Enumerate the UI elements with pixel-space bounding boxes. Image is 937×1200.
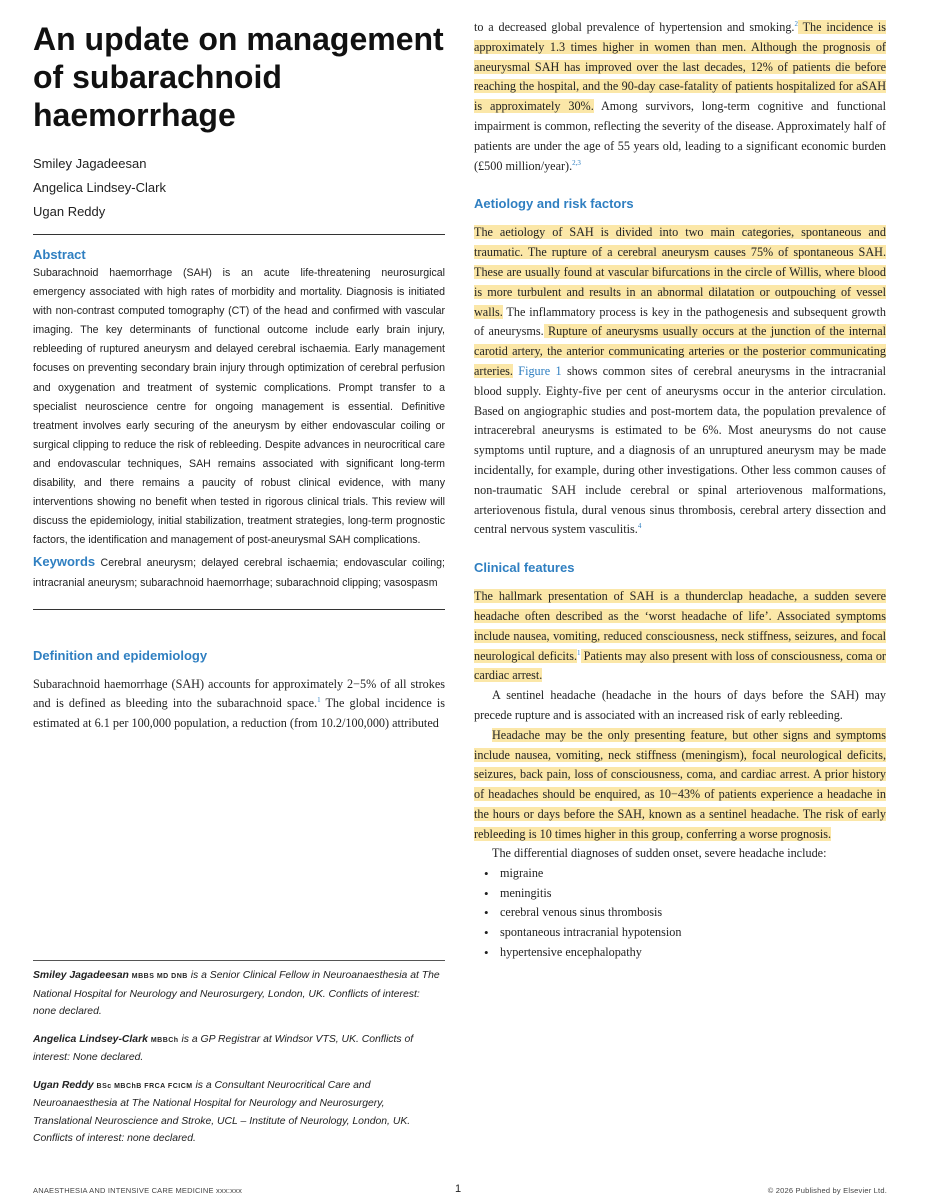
author-notes xyxy=(33,960,445,1158)
text-span: Subarachnoid haemorrhage (SAH) accounts for approximately 2−5% of all strokes and is defined as bleeding into the subarachnoid space. xyxy=(33,676,445,711)
author-name: Ugan Reddy xyxy=(33,204,106,219)
author-credentials: BSc MBChB FRCA FCICM xyxy=(96,1082,193,1090)
highlighted-text: The hallmark presentation of SAH is a thunderclap headache, a sudden severe headache often described as the ‘worst headache of life’. Associated symptoms include nausea, vomiting, reduced consciousness, neck stiffness, seizures, and focal neurological deficits. xyxy=(474,589,886,663)
author-note-text: is a Consultant Neurocritical Care and Neuroanaesthesia at The National Hospital for Neurology and Neurosurgery, Translational Neuroscience and Stroke, UCL – Institute of Neurology, London, UK. Conflicts of interest: none declared. xyxy=(33,1079,411,1144)
author-note-text: is a Senior Clinical Fellow in Neuroanaesthesia at The National Hospital for Neurology and Neurosurgery, London, UK. Conflicts of interest: none declared. xyxy=(33,970,440,1017)
citation[interactable]: 1 xyxy=(317,696,321,705)
paragraph xyxy=(474,726,886,845)
definition-section xyxy=(33,648,445,734)
text-span: The inflammatory process is key in the pathogenesis and subsequent growth of aneurysms. xyxy=(474,304,886,339)
divider xyxy=(33,960,445,961)
text-span: shows common sites of cerebral aneurysms in the intracranial blood supply. Eighty-five per cent of aneurysms occur in the anterior circulation. Based on angiographic studies and post-mortem data, the population prevalence of intracerebral aneurysms is estimated to be 6%. Most aneurysms do not cause symptoms until rupture, and a diagnosis of an unruptured aneurysm may be made incidentally, for example, during other investigations. Other less common causes of non-traumatic SAH include cerebral or spinal arteriovenous malformations, arteriovenous fistula, dural venous sinus thrombosis, cerebral artery dissection and central nervous system vasculitis. xyxy=(474,363,886,537)
left-column xyxy=(33,20,445,734)
divider xyxy=(33,234,445,235)
highlighted-text: Headache may be the only presenting feature, but other signs and symptoms include nausea, vomiting, neck stiffness (meningism), focal neurological deficits, seizures, back pain, loss of consciousness, coma, and cardiac arrest. A prior history of headaches should be enquired, as 10−43% of patients experience a headache in the hours or days before the SAH, known as a sentinel headache. The risk of early rebleeding is 10 times higher in this group, conferring a worse prognosis. xyxy=(474,727,886,841)
author-name: Smiley Jagadeesan xyxy=(33,156,147,171)
text-span: The differential diagnoses of sudden onset, severe headache include: xyxy=(492,846,827,861)
section-heading: Clinical features xyxy=(474,560,575,576)
author-note xyxy=(33,967,445,1021)
keywords-text: Cerebral aneurysm; delayed cerebral ischaemia; endovascular coiling; intracranial aneurysm; subarachnoid haemorrhage; subarachnoid clipping; vasospasm xyxy=(33,557,445,589)
text-span: Among survivors, long-term cognitive and functional impairment is common, reflecting the severity of the disease. Approximately half of patients are under the age of 55 years old, leading to a significant economic burden (£500 million/year). xyxy=(474,99,886,173)
list-item: • cerebral venous sinus thrombosis xyxy=(500,903,886,923)
list-item: • meningitis xyxy=(500,884,886,904)
abstract-heading: Abstract xyxy=(33,247,86,262)
citation[interactable]: 1 xyxy=(577,648,581,657)
figure-link[interactable]: Figure 1 xyxy=(518,363,562,378)
highlighted-text: Rupture of aneurysms usually occurs at the junction of the internal carotid artery, the anterior communicating arteries or the posterior communicating arteries. xyxy=(474,324,887,378)
highlighted-text: Patients may also present with loss of consciousness, coma or cardiac arrest. xyxy=(474,648,886,683)
paragraph xyxy=(33,675,445,734)
article-title: An update on management of subarachnoid haemorrhage xyxy=(33,21,444,133)
citation[interactable]: 4 xyxy=(637,522,642,531)
paragraph xyxy=(474,686,886,726)
text-span: A sentinel headache (headache in the hours of days before the SAH) may precede rupture and is associated with an increased risk of early rebleeding. xyxy=(474,688,886,722)
section-heading: Definition and epidemiology xyxy=(33,647,208,663)
author-credentials: MBBS MD DNB xyxy=(131,973,188,980)
author-note-name: Angelica Lindsey-Clark xyxy=(33,1033,148,1045)
journal-name: ANAESTHESIA AND INTENSIVE CARE MEDICINE xxx:xxx xyxy=(33,1186,243,1195)
paragraph xyxy=(474,223,886,540)
author-credentials: MBBCh xyxy=(150,1036,179,1044)
page-number: 1 xyxy=(455,1183,462,1195)
highlighted-text: The incidence is approximately 1.3 times higher in women than men. Although the prognosis of aneurysmal SAH has improved over the last decades, 12% of patients die before reaching the hospital, and the 90-day case-fatality of patients hospitalized for aSAH is approximately 30%. xyxy=(474,20,886,114)
list-item: • migraine xyxy=(500,864,886,884)
differential-list xyxy=(474,864,886,962)
author-note-text: is a GP Registrar at Windsor VTS, UK. Conflicts of interest: None declared. xyxy=(33,1033,414,1063)
author-name: Angelica Lindsey-Clark xyxy=(33,180,166,195)
right-column xyxy=(474,18,886,962)
abstract-section xyxy=(33,247,445,593)
author-note xyxy=(33,1077,445,1148)
author-note xyxy=(33,1031,445,1067)
citation[interactable]: 2 xyxy=(794,19,798,28)
keywords-label: Keywords xyxy=(33,554,96,570)
copyright: © 2026 Published by Elsevier Ltd. xyxy=(767,1186,887,1195)
section-heading: Aetiology and risk factors xyxy=(474,196,634,212)
list-item: • hypertensive encephalopathy xyxy=(500,943,886,963)
text-span: to a decreased global prevalence of hypertension and smoking. xyxy=(474,20,795,34)
author-list xyxy=(33,152,445,224)
author-note-name: Smiley Jagadeesan xyxy=(33,970,129,981)
text-span: The global incidence is estimated at 6.1 per 100,000 population, a reduction (from 10.2/100,000) attributed xyxy=(33,696,446,731)
divider xyxy=(33,609,445,610)
list-item: • spontaneous intracranial hypotension xyxy=(500,923,886,943)
author-note-name: Ugan Reddy xyxy=(33,1079,94,1091)
keywords-block xyxy=(33,552,445,592)
citation[interactable]: 2,3 xyxy=(572,158,581,167)
paragraph xyxy=(474,587,886,686)
page-footer xyxy=(33,1183,887,1195)
abstract-text: Subarachnoid haemorrhage (SAH) is an acute life-threatening neurosurgical emergency associated with high rates of morbidity and mortality. Diagnosis is initiated with non-contrast computed tomography (CT) of the head and confirmed with vascular imaging. The key determinants of functional outcome include early brain injury, rebleeding of ruptured aneurysm and delayed cerebral ischaemia. Early management focuses on preventing secondary brain injury through optimization of cerebral perfusion and oxygenation and treatment of systemic complications. Prompt transfer to a specialist neuroscience centre for ongoing management is essential. Definitive treatment involves early securing of the aneurysm by either endovascular coiling or surgical clipping to reduce the risk of rebleeding. Despite advances in neurocritical care and endovascular techniques, SAH remains associated with significant long-term disability, and there remains a paucity of robust clinical evidence, with many interventions showing no benefit when tested in rigorous clinical trials. This review will discuss the epidemiology, initial stabilization, treatment strategies, long-term prognostic factors, the identification and management of post-aneurysmal SAH complications. xyxy=(33,267,445,547)
highlighted-text: The aetiology of SAH is divided into two main categories, spontaneous and traumatic. The rupture of a cerebral aneurysm causes 75% of spontaneous SAH. These are usually found at vascular bifurcations in the circle of Willis, where blood is more turbulent and results in an abnormal dilatation or outpouching of vessel walls. xyxy=(474,225,886,319)
paragraph xyxy=(474,18,886,176)
paragraph xyxy=(474,844,886,864)
